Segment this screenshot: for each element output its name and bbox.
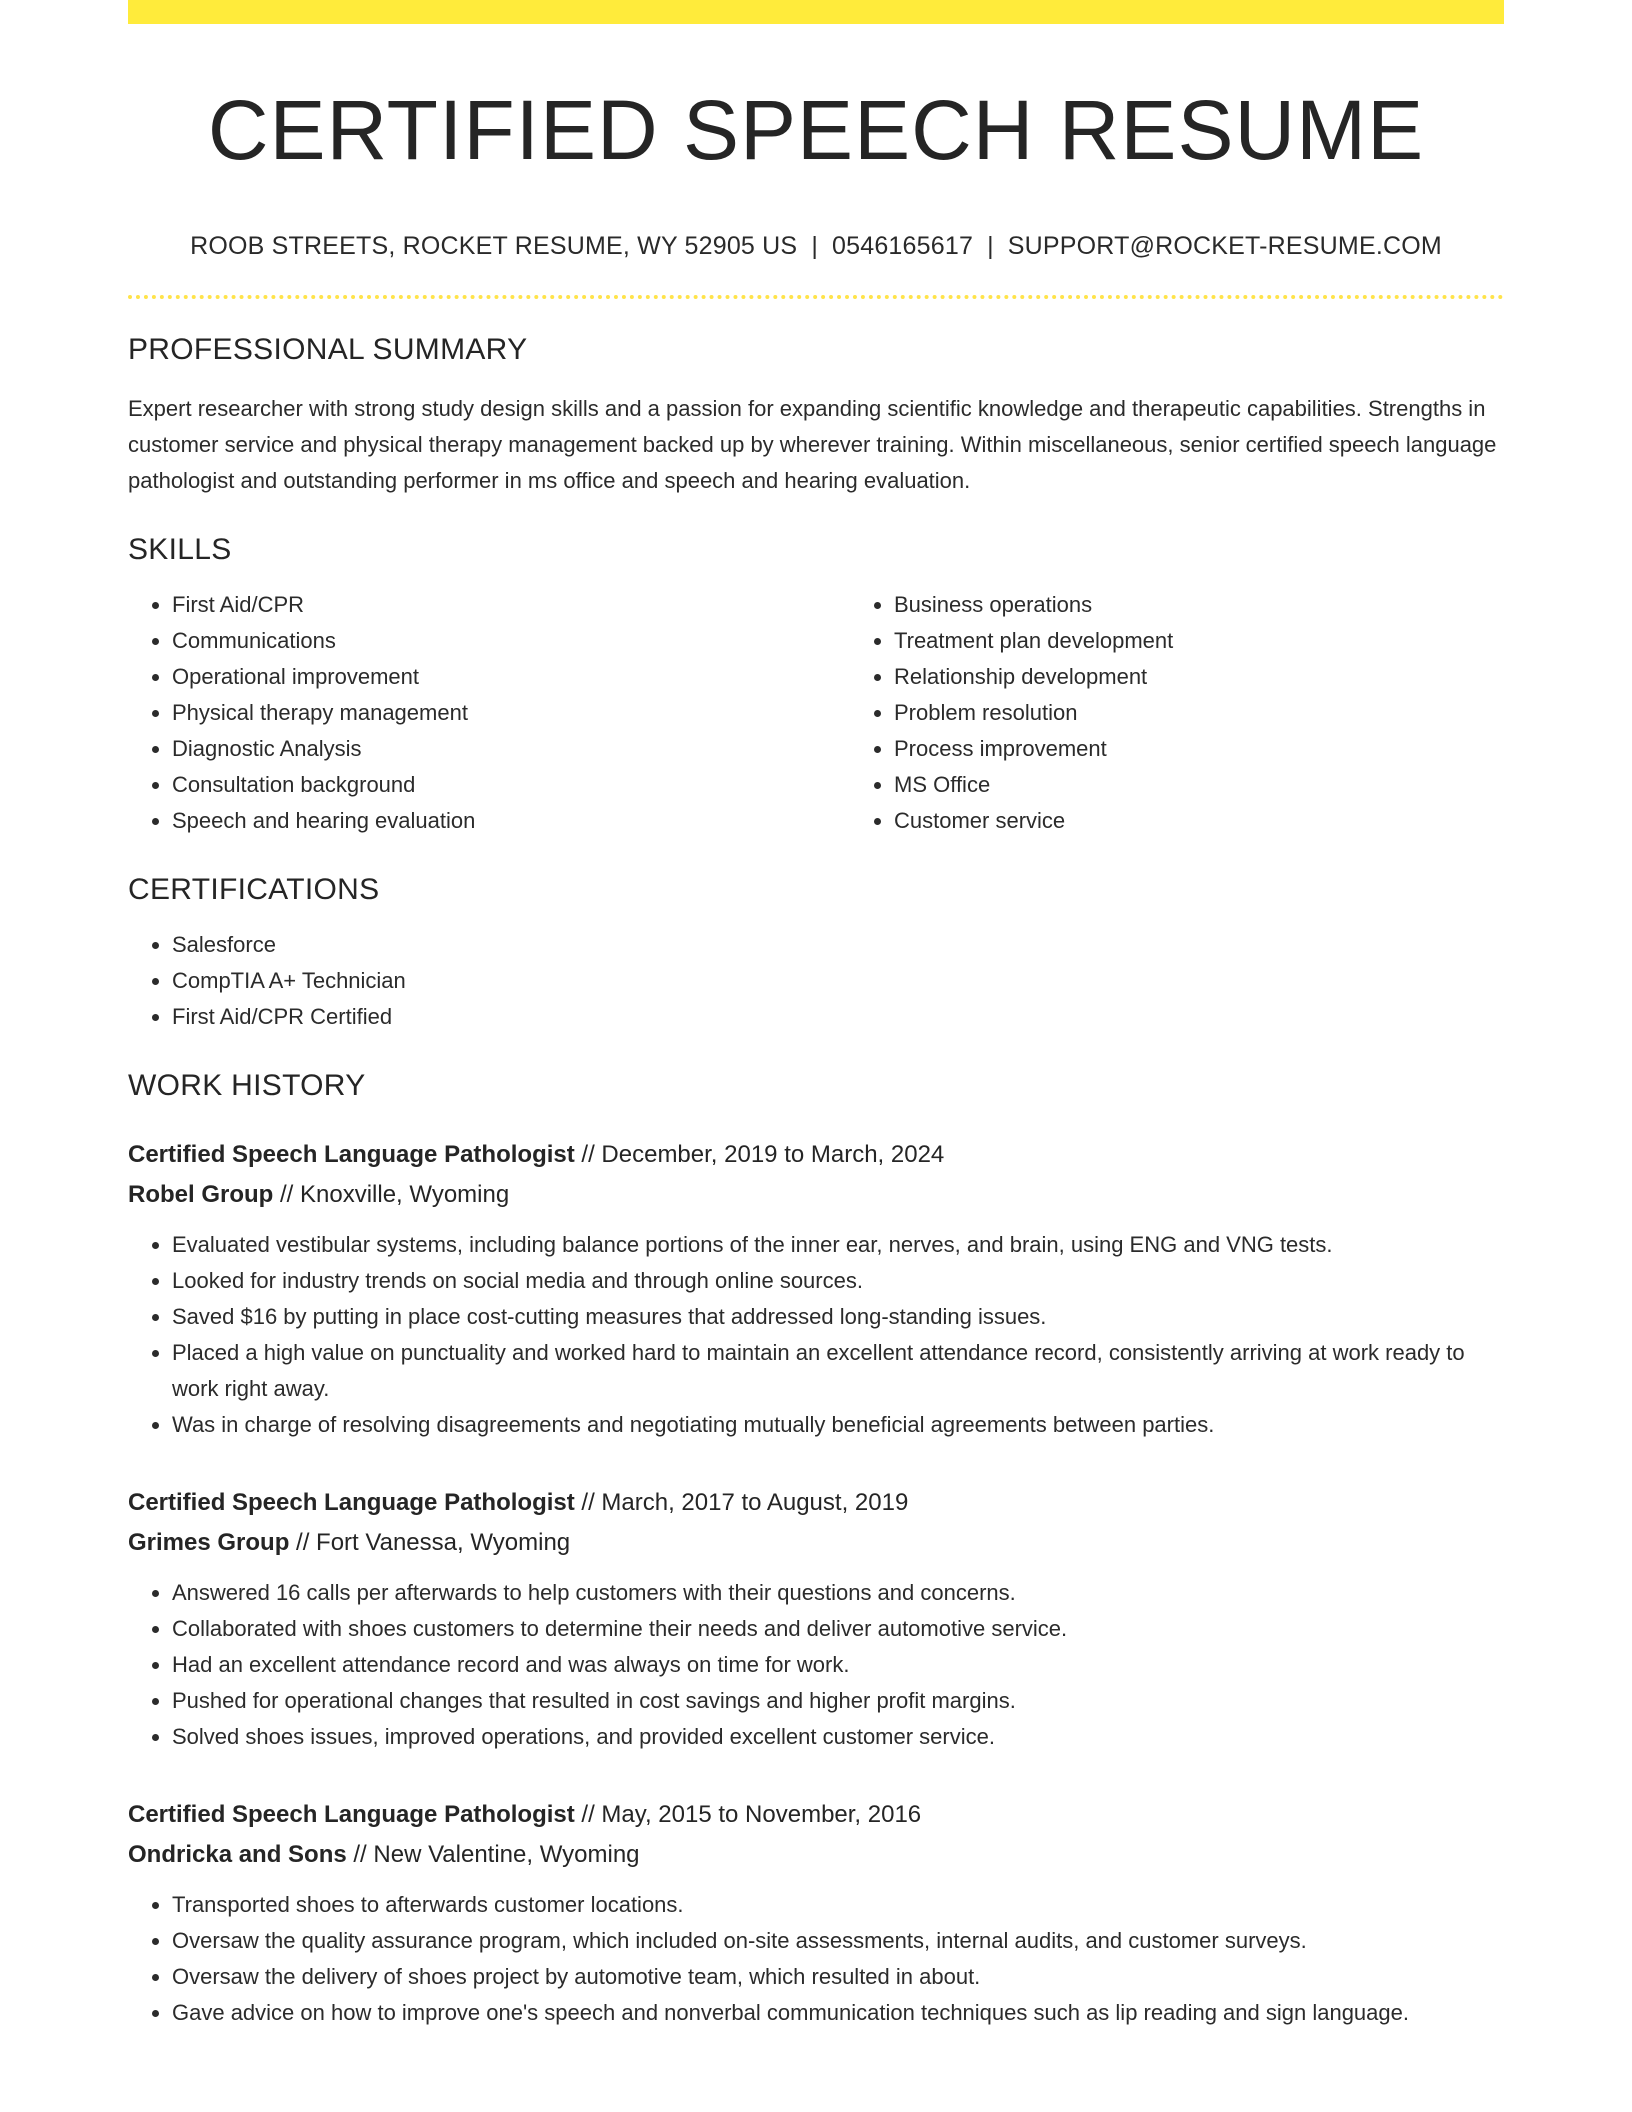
list-item: • MS Office xyxy=(894,767,1592,803)
job-entry xyxy=(128,1135,1504,1443)
job-company-line xyxy=(128,1523,1504,1563)
list-item: • CompTIA A+ Technician xyxy=(172,963,1504,999)
company-name: Ondricka and Sons xyxy=(128,1841,347,1869)
list-item: • Saved $16 by putting in place cost-cutting measures that addressed long-standing issues. xyxy=(172,1299,1504,1335)
list-item: • Relationship development xyxy=(894,659,1592,695)
job-dates: // December, 2019 to March, 2024 xyxy=(581,1141,945,1169)
list-item: • Collaborated with shoes customers to determine their needs and deliver automotive service. xyxy=(172,1611,1504,1647)
list-item: • Placed a high value on punctuality and worked hard to maintain an excellent attendance record, consistently arriving at work ready to work right away. xyxy=(172,1335,1504,1407)
job-company-line xyxy=(128,1175,1504,1215)
contact-line xyxy=(128,232,1504,261)
email: SUPPORT@ROCKET-RESUME.COM xyxy=(1007,232,1442,261)
job-title-line xyxy=(128,1135,1504,1175)
work-history-section xyxy=(128,1069,1504,2031)
list-item: • First Aid/CPR xyxy=(172,587,806,623)
job-title-line xyxy=(128,1483,1504,1523)
list-item: • Operational improvement xyxy=(172,659,806,695)
job-bullets xyxy=(128,1227,1504,1443)
job-location: // New Valentine, Wyoming xyxy=(353,1841,640,1869)
skills-list-right xyxy=(850,587,1592,839)
list-item: • Gave advice on how to improve one's speech and nonverbal communication techniques such as lip reading and sign language. xyxy=(172,1995,1504,2031)
list-item: • Evaluated vestibular systems, including balance portions of the inner ear, nerves, and brain, using ENG and VNG tests. xyxy=(172,1227,1504,1263)
list-item: • Was in charge of resolving disagreements and negotiating mutually beneficial agreements between parties. xyxy=(172,1407,1504,1443)
list-item: • Diagnostic Analysis xyxy=(172,731,806,767)
resume-title: CERTIFIED SPEECH RESUME xyxy=(207,83,1425,177)
address: ROOB STREETS, ROCKET RESUME, WY 52905 US xyxy=(190,232,798,261)
job-location: // Fort Vanessa, Wyoming xyxy=(296,1529,571,1557)
list-item: • Answered 16 calls per afterwards to help customers with their questions and concerns. xyxy=(172,1575,1504,1611)
job-title: Certified Speech Language Pathologist xyxy=(128,1489,575,1517)
separator: | xyxy=(811,232,819,261)
list-item: • Looked for industry trends on social media and through online sources. xyxy=(172,1263,1504,1299)
separator: | xyxy=(987,232,994,261)
list-item: • Pushed for operational changes that resulted in cost savings and higher profit margins. xyxy=(172,1683,1504,1719)
job-bullets xyxy=(128,1575,1504,1755)
section-heading: CERTIFICATIONS xyxy=(128,873,380,907)
job-company-line xyxy=(128,1835,1504,1875)
job-entry xyxy=(128,1483,1504,1755)
job-entry xyxy=(128,1795,1504,2031)
job-title-line xyxy=(128,1795,1504,1835)
job-dates: // March, 2017 to August, 2019 xyxy=(581,1489,909,1517)
list-item: • Transported shoes to afterwards customer locations. xyxy=(172,1887,1504,1923)
list-item: • Consultation background xyxy=(172,767,806,803)
list-item: • Oversaw the quality assurance program, which included on-site assessments, internal audits, and customer surveys. xyxy=(172,1923,1504,1959)
certifications-list xyxy=(128,927,1504,1035)
list-item: • Problem resolution xyxy=(894,695,1592,731)
job-title: Certified Speech Language Pathologist xyxy=(128,1801,575,1829)
certifications-section xyxy=(128,873,1504,1035)
company-name: Grimes Group xyxy=(128,1529,290,1557)
summary-text: Expert researcher with strong study design skills and a passion for expanding scientific knowledge and therapeutic capabilities. Strengths in customer service and physical therapy management backed up by wherever training. Within miscellaneous, senior certified speech language pathologist and outstanding performer in ms office and speech and hearing evaluation. xyxy=(128,396,1497,494)
accent-bar xyxy=(128,0,1504,24)
resume-page xyxy=(128,0,1504,2031)
list-item: • Communications xyxy=(172,623,806,659)
job-location: // Knoxville, Wyoming xyxy=(280,1181,510,1209)
list-item: • Solved shoes issues, improved operations, and provided excellent customer service. xyxy=(172,1719,1504,1755)
skills-grid xyxy=(128,587,1504,839)
section-heading: SKILLS xyxy=(128,533,232,567)
list-item: • Treatment plan development xyxy=(894,623,1592,659)
list-item: • Customer service xyxy=(894,803,1592,839)
list-item: • Salesforce xyxy=(172,927,1504,963)
job-bullets xyxy=(128,1887,1504,2031)
list-item: • First Aid/CPR Certified xyxy=(172,999,1504,1035)
list-item: • Had an excellent attendance record and was always on time for work. xyxy=(172,1647,1504,1683)
job-title: Certified Speech Language Pathologist xyxy=(128,1141,575,1169)
list-item: • Oversaw the delivery of shoes project by automotive team, which resulted in about. xyxy=(172,1959,1504,1995)
section-heading: PROFESSIONAL SUMMARY xyxy=(128,333,528,367)
list-item: • Business operations xyxy=(894,587,1592,623)
list-item: • Process improvement xyxy=(894,731,1592,767)
company-name: Robel Group xyxy=(128,1181,274,1209)
section-heading: WORK HISTORY xyxy=(128,1069,366,1103)
divider xyxy=(128,295,1504,299)
summary-section xyxy=(128,333,1504,499)
list-item: • Speech and hearing evaluation xyxy=(172,803,806,839)
job-dates: // May, 2015 to November, 2016 xyxy=(581,1801,922,1829)
skills-list-left xyxy=(128,587,806,839)
skills-section xyxy=(128,533,1504,839)
phone: 0546165617 xyxy=(832,232,974,261)
list-item: • Physical therapy management xyxy=(172,695,806,731)
